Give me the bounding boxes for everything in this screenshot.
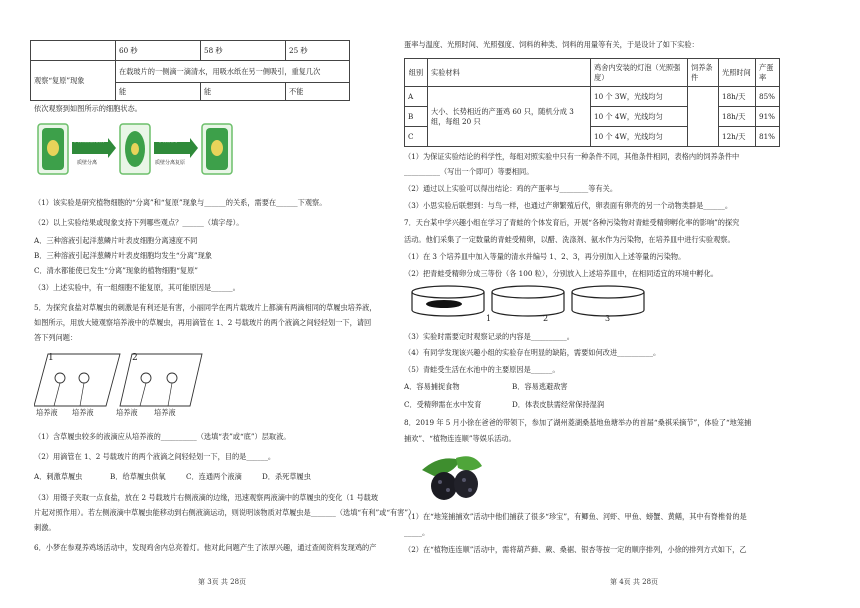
intro-text: 依次观察到如图所示的细胞状态。 (34, 104, 142, 113)
question-text: （4）有同学发现该兴趣小组的实验存在明显的缺陷，需要如何改进__________。 (404, 348, 661, 357)
table-cell: 85% (756, 87, 780, 107)
question-text: （2）用滴管在 1、2 号载玻片的两个液滴之间轻轻划一下，目的是______。 (34, 452, 276, 461)
question-text: （5）青蛙受生活在水池中的主要原因是______。 (404, 365, 560, 374)
question-text: 5．为探究食盐对草履虫的刺激是有利还是有害，小丽同学在两片载玻片上都滴有两滴相同的草履虫培养液， (34, 303, 377, 312)
slide-number: 2 (132, 353, 138, 363)
table-cell: 60 秒 (116, 41, 201, 61)
option-text: C．清水都能使已发生“分离”现象的植物细胞“复原” (34, 266, 198, 275)
table-cell: 在载玻片的一侧滴一滴清水，用吸水纸在另一侧吸引，重复几次 (116, 61, 350, 83)
option-text: B．三种溶液引起洋葱鳞片叶表皮细胞均发生“分离”现象 (34, 251, 212, 260)
question-text: （3）实验时需要定时观察记录的内容是__________。 (404, 332, 574, 341)
table-cell: 58 秒 (201, 41, 286, 61)
option-text: A．三种溶液引起洋葱鳞片叶表皮细胞分离速度不同 (34, 236, 198, 245)
table-cell: 能 (201, 83, 286, 101)
dish-number: 1 (486, 314, 492, 323)
table-cell: 10 个 4W，光线均匀 (591, 127, 688, 147)
question-text: （1）为保证实验结论的科学性，每组对照实验中只有一种条件不同，其他条件相同，表格内的饲养条件中 (404, 152, 740, 161)
question-text: （3）上述实验中，有一组细胞不能复原，其可能原因是______。 (34, 283, 240, 292)
slide-label: 培养液 (72, 408, 94, 417)
table-cell: 18h/天 (719, 107, 756, 127)
question-text: （2）把青蛙受精卵分成三等份（各 100 粒），分别放入上述培养皿中，在相同适宜的环境中孵化。 (404, 269, 718, 278)
table-header: 实验材料 (428, 59, 591, 87)
table-cell: 91% (756, 107, 780, 127)
question-text: 捕欢”、“植物连连顺”等娱乐活动。 (404, 434, 516, 443)
slide-number: 1 (48, 353, 54, 363)
table-cell: 81% (756, 127, 780, 147)
slide-label: 培养液 (36, 408, 58, 417)
question-text: 刺激。 (34, 523, 56, 532)
arrow-label: 质壁分离复原 (155, 160, 186, 166)
option-text: A．刺激草履虫 (34, 472, 83, 481)
question-text: 片起对照作用）。若左侧液滴中草履虫能移动到右侧液滴运动，则说明该物质对草履虫是_______（选填“有利”或“有害”） (34, 508, 416, 517)
slide-label: 培养液 (116, 408, 138, 417)
option-text: B．给草履虫供氧 (110, 472, 166, 481)
arrow-label: 质壁分离 (77, 160, 98, 166)
option-text: D．杀死草履虫 (262, 472, 311, 481)
question-text: （2）在“植物连连顺”活动中，需将葫芦藓、蕨、桑裾、银杏等按一定的顺序排列，小徐的排列方式如下，乙 (404, 545, 747, 554)
question-text: （2）通过以上实验可以得出结论：鸡的产蛋率与________等有关。 (404, 184, 618, 193)
experiment-table (404, 58, 780, 147)
question-text: 8．2019 年 5 月小徐在爸爸的带领下，参加了湖州菱湖桑基地鱼塘举办的首届“桑祺采摘节”，体验了“地笼捕 (404, 418, 752, 427)
question-text: （3）用镊子夹取一点食盐，放在 2 号载玻片右侧液滴的边缘，迅速观察两液滴中的草履虫的变化（1 号载玻 (34, 493, 379, 502)
table-cell: B (405, 107, 428, 127)
table-cell (688, 87, 719, 147)
question-text: （2）以上实验结果或现象支持下列哪些观点？______（填字母）。 (34, 218, 244, 227)
table-header: 光照时间 (719, 59, 756, 87)
table-cell: A (405, 87, 428, 107)
table-cell (31, 41, 116, 61)
table-header: 饲养条件 (688, 59, 719, 87)
dish-number: 2 (543, 314, 549, 323)
option-text: C．连通两个液滴 (186, 472, 242, 481)
question-text: 7．天台某中学兴趣小组在学习了青蛙的个体发育后，开展“各种污染物对青蛙受精卵孵化率的影响”的探究 (404, 218, 740, 227)
petri-dish-diagram (410, 282, 650, 326)
table-cell: 大小、长势相近的产蛋鸡 60 只，随机分成 3 组，每组 20 只 (428, 87, 591, 147)
question-text: 如图所示，用放大镜观察培养液中的草履虫，再用滴管在 1、2 号载玻片的两个液滴之间轻轻划一下，请回 (34, 318, 372, 327)
table-cell: 25 秒 (286, 41, 350, 61)
question-text: （1）该实验是研究植物细胞的“分离”和“复原”现象与______的关系，需要在______下观察。 (34, 198, 327, 207)
arrow-label: 滴加清水 (159, 138, 180, 144)
table-cell: 不能 (286, 83, 350, 101)
question-text: 蛋率与温度、光照时间、光照强度、饲料的种类、饲料的用量等有关，于是设计了如下实验： (404, 40, 699, 49)
question-text: （1）在 3 个培养皿中加入等量的清水并编号 1、2、3，再分别加入上述等量的污染物。 (404, 252, 686, 261)
mulberry-image (420, 452, 484, 504)
option-text: D．体表皮肤需经常保持湿润 (512, 400, 605, 409)
question-text: _____。 (404, 528, 430, 537)
arrow-label: 滴加蔗糖溶液 (74, 138, 105, 144)
option-text: B．容易逃避敌害 (512, 382, 568, 391)
cell-plasmolysis-diagram (36, 120, 236, 180)
option-text: A．容易捕捉食物 (404, 382, 460, 391)
question-text: 6．小梦在参观养鸡场活动中，发现鸡舍内总亮着灯。他对此问题产生了浓厚兴趣，通过查阅资料发现鸡的产 (34, 543, 377, 552)
observation-table (30, 40, 350, 101)
question-text: （1）在“地笼捕捕欢”活动中他们捕获了很多“珍宝”，有鲫鱼、河虾、甲鱼、螃蟹、黄鳝，其中有脊椎骨的是 (404, 512, 747, 521)
table-cell: 12h/天 (719, 127, 756, 147)
table-cell: C (405, 127, 428, 147)
table-cell: 10 个 4W，光线均匀 (591, 107, 688, 127)
page-footer: 第 3页 共 28页 (198, 578, 247, 586)
question-text: 答下列问题： (34, 333, 78, 342)
row-label: 观察“复原”现象 (31, 61, 116, 101)
table-cell: 18h/天 (719, 87, 756, 107)
table-cell: 能 (116, 83, 201, 101)
option-text: C．受精卵需在水中发育 (404, 400, 482, 409)
table-header: 产蛋率 (756, 59, 780, 87)
question-text: （1）含草履虫较多的液滴应从培养液的__________（选填“表”或“底”）层取液。 (34, 432, 291, 441)
slide-label: 培养液 (154, 408, 176, 417)
page-footer: 第 4页 共 28页 (610, 578, 659, 586)
dish-number: 3 (605, 314, 611, 323)
table-header: 组别 (405, 59, 428, 87)
question-text: 活动。他们采集了一定数量的青蛙受精卵，以醋、洗涤剂、氨水作为污染物，在培养皿中进行实验观察。 (404, 235, 735, 244)
question-text: （3）小思实验后联想到：与鸟一样，也通过产卵繁殖后代，卵表面有卵壳的另一个动物类群是______。 (404, 201, 733, 210)
question-text: __________（写出一个即可）等要相同。 (404, 167, 534, 176)
table-header: 鸡舍内安装的灯泡（光照强度） (591, 59, 688, 87)
table-cell: 10 个 3W，光线均匀 (591, 87, 688, 107)
